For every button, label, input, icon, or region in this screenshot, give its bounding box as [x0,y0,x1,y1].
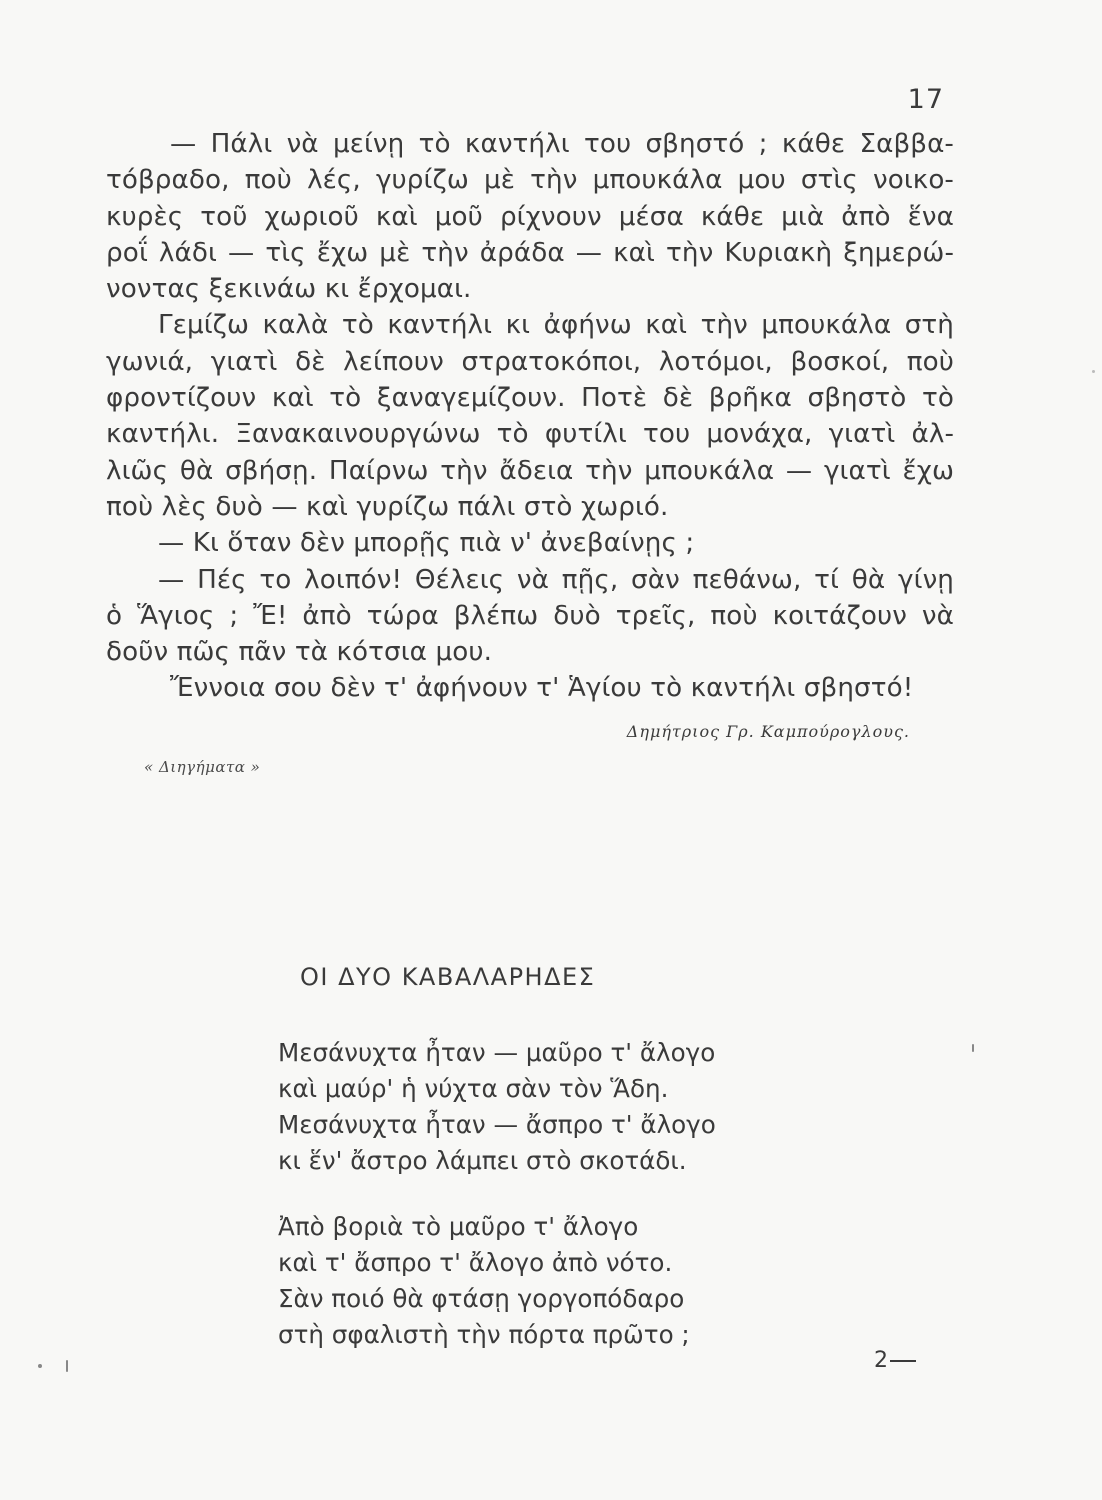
prose-line: γωνιά, γιατὶ δὲ λείπουν στρατοκόποι, λοτόμοι, βοσκοί, ποὺ [106,346,954,377]
prose-line: φροντίζουν καὶ τὸ ξαναγεμίζουν. Ποτὲ δὲ βρῆκα σβηστὸ τὸ [106,383,954,414]
prose-line: τόβραδο, ποὺ λές, γυρίζω μὲ τὴν μπουκάλα μου στὶς νοικο- [106,165,954,196]
paper-speck [972,1044,974,1052]
author-signature: Δημήτριος Γρ. Καμπούρογλους. [626,722,910,741]
prose-line: καντήλι. Ξανακαινουργώνω τὸ φυτίλι του μονάχα, γιατὶ ἀλ- [106,419,954,450]
prose-line: ὁ Ἅγιος ; Ἔ! ἀπὸ τώρα βλέπω δυὸ τρεῖς, ποὺ κοιτάζουν νὰ [106,600,954,631]
poem-line: Μεσάνυχτα ἦταν — μαῦρο τ' ἄλογο [278,1038,716,1067]
prose-line: Γεμίζω καλὰ τὸ καντήλι κι ἀφήνω καὶ τὴν μπουκάλα στὴ [158,310,954,341]
paper-speck [1092,370,1095,373]
poem-line: Μεσάνυχτα ἦταν — ἄσπρο τ' ἄλογο [278,1110,716,1139]
poem-stanza [278,1035,716,1179]
prose-line: Ἔννοια σου δὲν τ' ἀφήνουν τ' Ἁγίου τὸ καντήλι σβηστό! [170,673,914,704]
poem-line: καὶ μαύρ' ἡ νύχτα σὰν τὸν Ἅδη. [278,1074,669,1103]
prose-line: νοντας ξεκινάω κι ἔρχομαι. [106,274,472,305]
prose-line: λιῶς θὰ σβήσῃ. Παίρνω τὴν ἄδεια τὴν μπουκάλα — γιατὶ ἔχω [106,455,954,486]
prose-line: ποὺ λὲς δυὸ — καὶ γυρίζω πάλι στὸ χωριό. [106,491,669,522]
poem-line: στὴ σφαλιστὴ τὴν πόρτα πρῶτο ; [278,1320,690,1349]
prose-line: ροΐ λάδι — τὶς ἔχω μὲ τὴν ἀράδα — καὶ τὴν Κυριακὴ ξημερώ- [106,237,954,268]
poem-line: κι ἕν' ἄστρο λάμπει στὸ σκοτάδι. [278,1146,687,1175]
paper-speck [38,1364,42,1368]
prose-body [106,126,954,707]
poem-stanza [278,1209,690,1353]
paper-speck [66,1360,68,1372]
prose-line: — Πάλι νὰ μείνῃ τὸ καντήλι του σβηστό ; κάθε Σαββα- [170,129,954,159]
prose-line: δοῦν πῶς πᾶν τὰ κότσια μου. [106,637,492,668]
printer-signature-mark: 2 [874,1348,916,1373]
poem-line: καὶ τ' ἄσπρο τ' ἄλογο ἀπὸ νότο. [278,1248,673,1277]
page-number: 17 [907,84,944,115]
prose-line: — Πές το λοιπόν! Θέλεις νὰ πῇς, σὰν πεθάνω, τί θὰ γίνῃ [158,564,954,595]
prose-line: — Κι ὅταν δὲν μπορῇς πιὰ ν' ἀνεβαίνῃς ; [158,528,695,559]
source-citation: « Διηγήματα » [144,758,261,776]
poem-line: Σὰν ποιό θὰ φτάσῃ γοργοπόδαρο [278,1284,685,1313]
poem-line: Ἀπὸ βοριὰ τὸ μαῦρο τ' ἄλογο [278,1212,639,1241]
prose-line: κυρὲς τοῦ χωριοῦ καὶ μοῦ ρίχνουν μέσα κάθε μιὰ ἀπὸ ἕνα [106,201,954,232]
poem-title: ΟΙ ΔΥΟ ΚΑΒΑΛΑΡΗΔΕΣ [300,963,596,991]
